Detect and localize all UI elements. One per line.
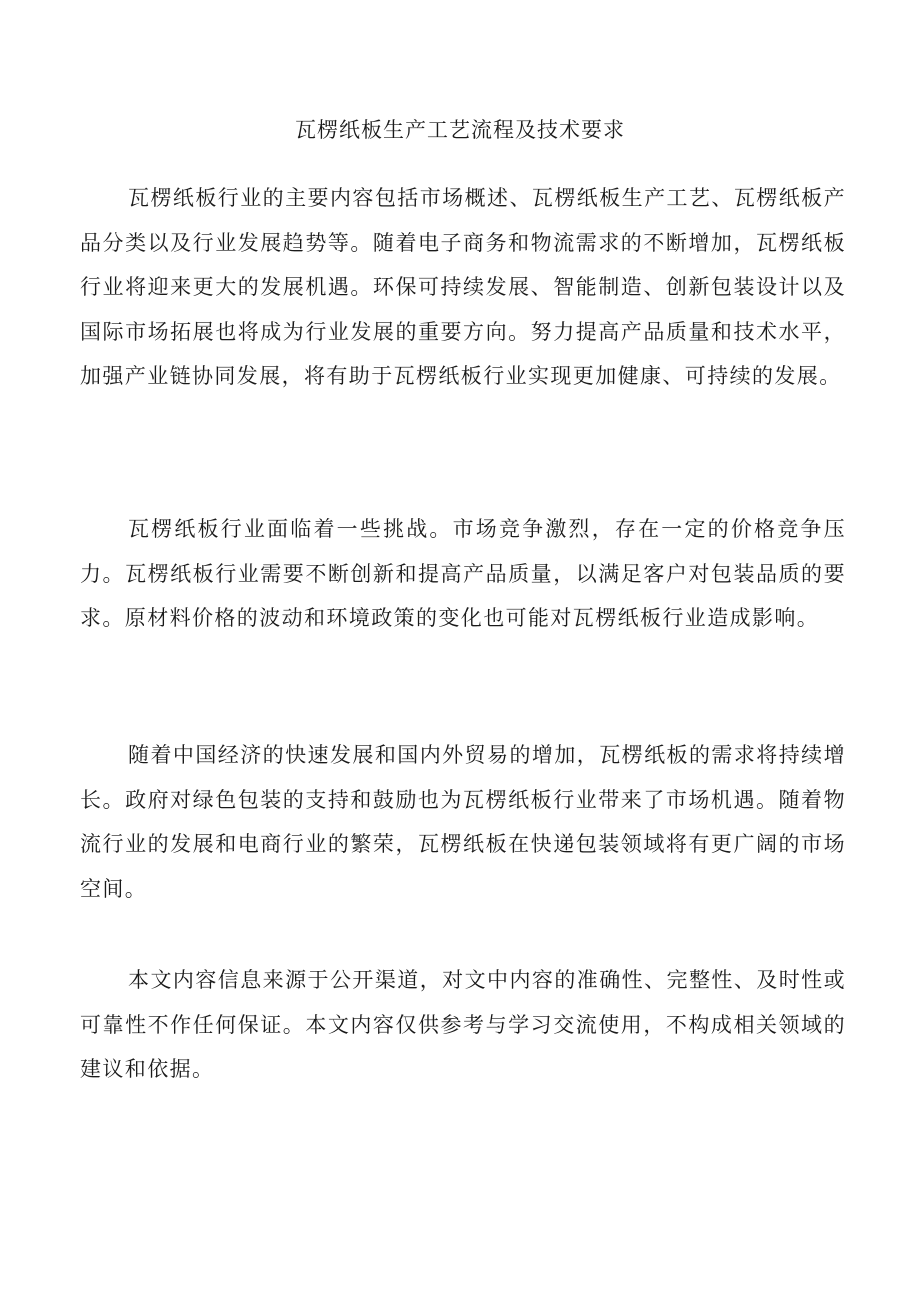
paragraph-disclaimer: 本文内容信息来源于公开渠道，对文中内容的准确性、完整性、及时性或可靠性不作任何保证。本文内容仅供参考与学习交流使用，不构成相关领域的建议和依据。	[80, 968, 846, 1082]
document-title: 瓦楞纸板生产工艺流程及技术要求	[295, 118, 625, 142]
paragraph-industry-overview: 瓦楞纸板行业的主要内容包括市场概述、瓦楞纸板生产工艺、瓦楞纸板产品分类以及行业发展趋势等。随着电子商务和物流需求的不断增加，瓦楞纸板行业将迎来更大的发展机遇。环保可持续发展、智能制造、创新包装设计以及国际市场拓展也将成为行业发展的重要方向。努力提高产品质量和技术水平，加强产业链协同发展，将有助于瓦楞纸板行业实现更加健康、可持续的发展。	[80, 186, 846, 389]
paragraph-opportunities: 随着中国经济的快速发展和国内外贸易的增加，瓦楞纸板的需求将持续增长。政府对绿色包装的支持和鼓励也为瓦楞纸板行业带来了市场机遇。随着物流行业的发展和电商行业的繁荣，瓦楞纸板在快递包装领域将有更广阔的市场空间。	[80, 743, 846, 901]
paragraph-challenges: 瓦楞纸板行业面临着一些挑战。市场竞争激烈，存在一定的价格竞争压力。瓦楞纸板行业需要不断创新和提高产品质量，以满足客户对包装品质的要求。原材料价格的波动和环境政策的变化也可能对瓦楞纸板行业造成影响。	[80, 517, 846, 631]
